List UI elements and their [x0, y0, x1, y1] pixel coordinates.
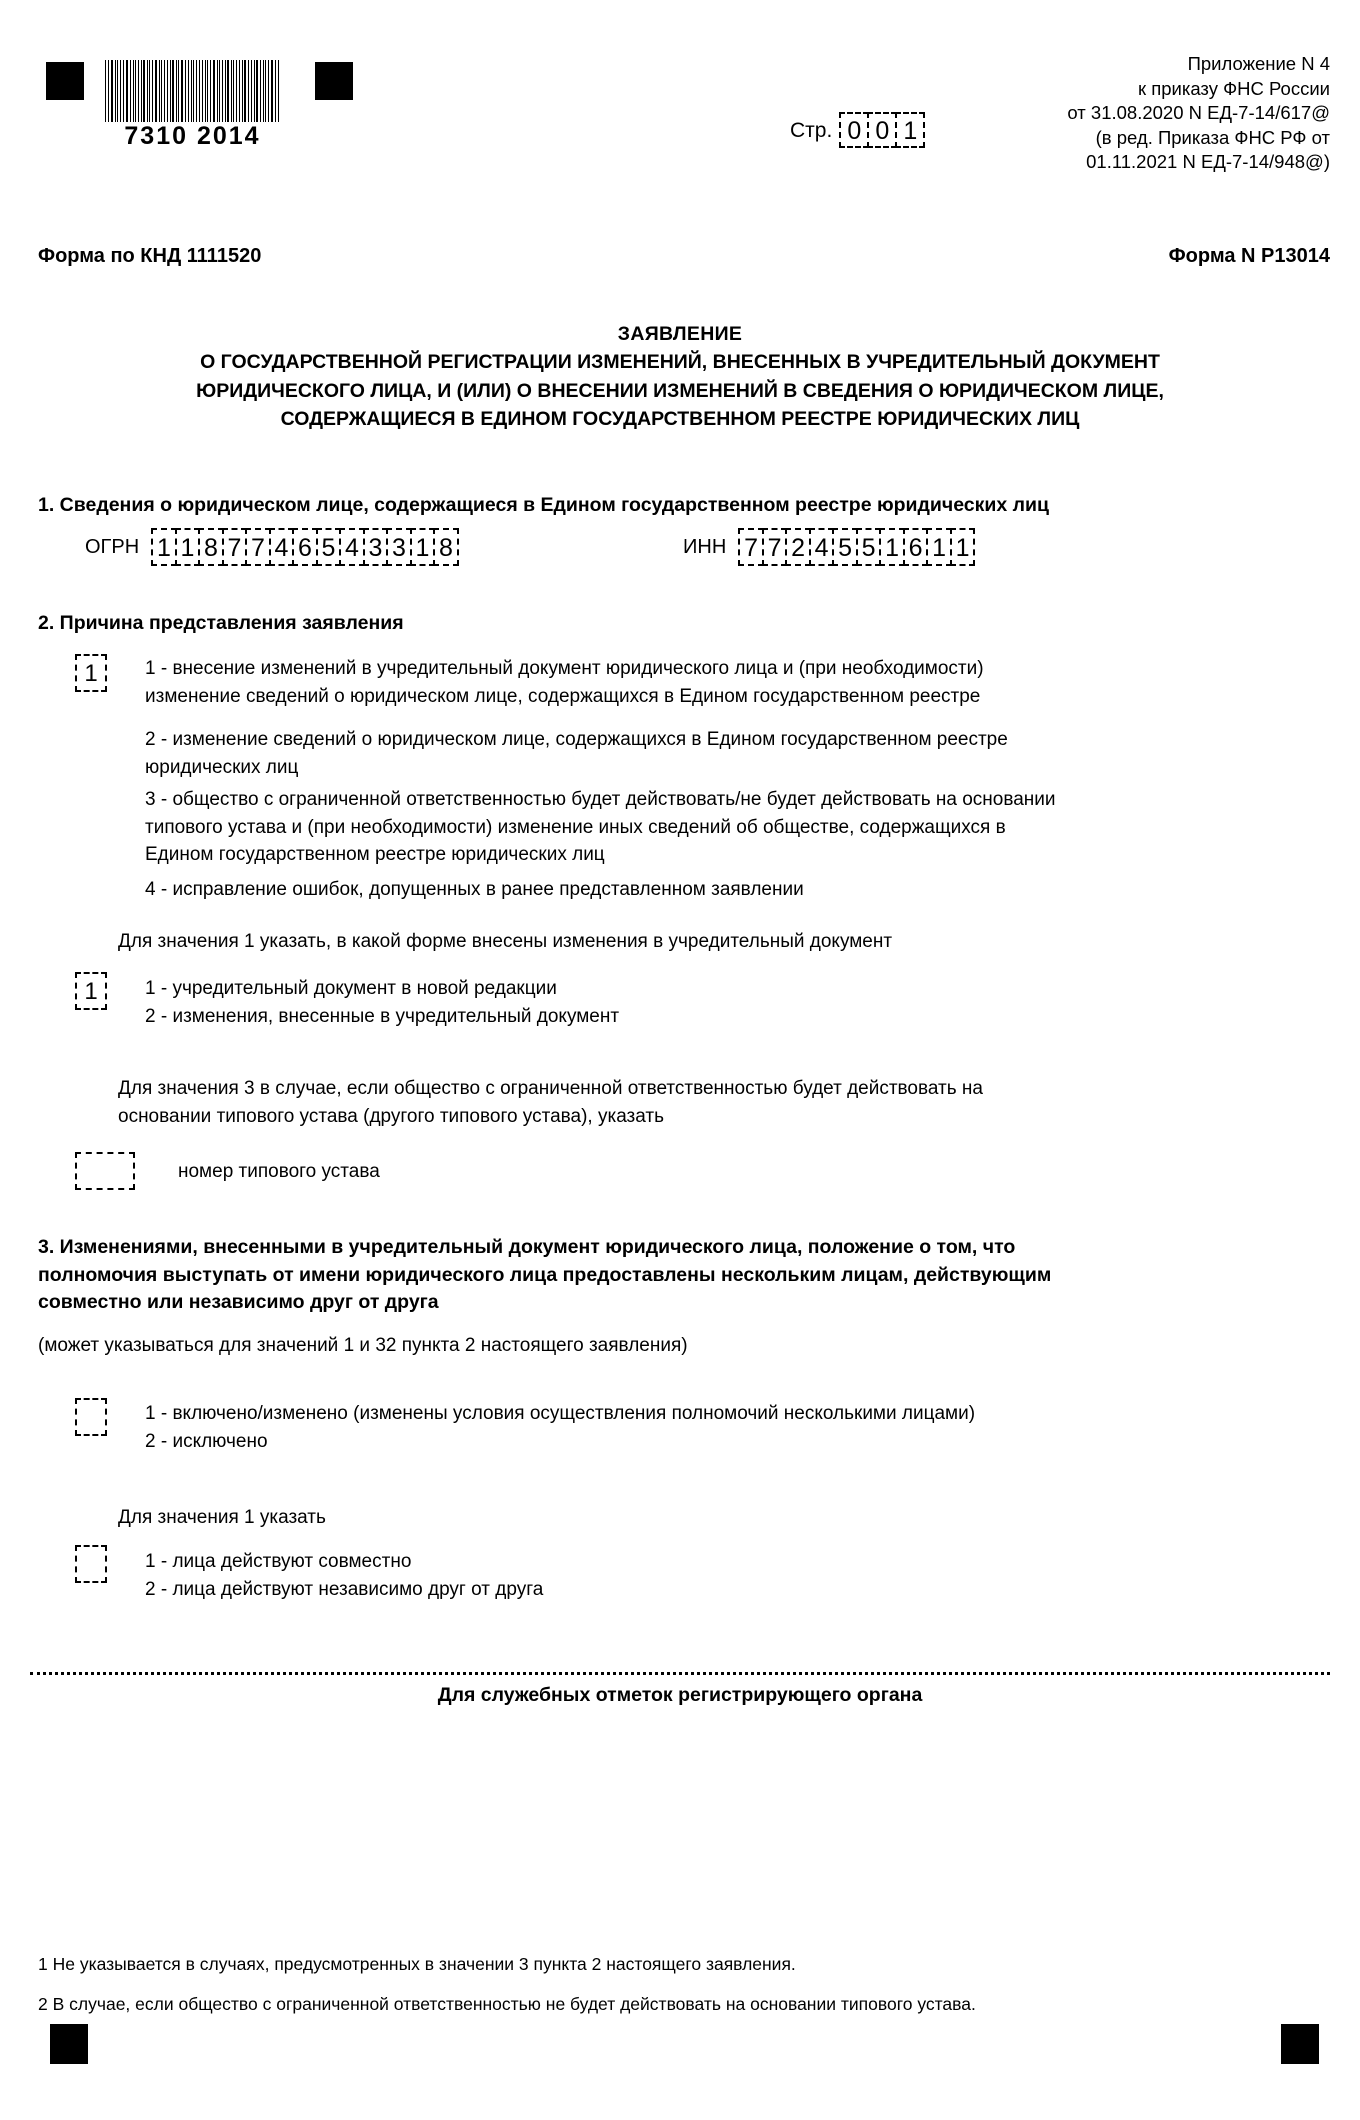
section-2-form-hint: Для значения 1 указать, в какой форме внесены изменения в учредительный документ [118, 931, 893, 952]
appendix-reference [1067, 52, 1330, 175]
page-number-cell[interactable]: 1 [895, 112, 925, 148]
ogrn-cell[interactable]: 8 [433, 528, 459, 566]
form-code: Форма N Р13014 [1168, 245, 1330, 267]
section-2-option-1-line-1: 1 - внесение изменений в учредительный документ юридического лица и (при необходимости) [145, 658, 984, 679]
section-3-option-1: 1 - включено/изменено (изменены условия осуществления полномочий несколькими лицами) [145, 1403, 976, 1424]
corner-mark-top-right [315, 62, 353, 100]
section-2-charter-hint-line-2: основании типового устава (другого типового устава), указать [118, 1105, 665, 1127]
ogrn-field [85, 528, 459, 566]
section-3-options [145, 1400, 975, 1455]
section-2-option-2 [145, 726, 1008, 781]
footnote-1: 1 Не указывается в случаях, предусмотренных в значении 3 пункта 2 настоящего заявления. [38, 1954, 796, 1974]
barcode [105, 60, 280, 170]
section-3-joint-option-1: 1 - лица действуют совместно [145, 1551, 412, 1572]
ogrn-cell[interactable]: 1 [151, 528, 177, 566]
section-2-option-3-line-1: 3 - общество с ограниченной ответственностью будет действовать/не будет действовать на основании [145, 789, 1056, 810]
ogrn-cell[interactable]: 1 [410, 528, 436, 566]
section-2-form-option-1: 1 - учредительный документ в новой редакции [145, 978, 557, 999]
ogrn-cell[interactable]: 6 [292, 528, 318, 566]
inn-cell[interactable]: 1 [926, 528, 952, 566]
inn-label: ИНН [683, 536, 727, 558]
section-2-option-1 [145, 655, 984, 710]
ogrn-cell[interactable]: 7 [245, 528, 271, 566]
ogrn-cell[interactable]: 8 [198, 528, 224, 566]
section-3-note: (может указываться для значений 1 и 32 пункта 2 настоящего заявления) [38, 1335, 688, 1356]
appendix-line-1: Приложение N 4 [1187, 53, 1330, 74]
section-1-heading: 1. Сведения о юридическом лице, содержащиеся в Едином государственном реестре юридических лиц [38, 494, 1050, 516]
section-3-joint-option-2: 2 - лица действуют независимо друг от друга [145, 1578, 544, 1600]
section-2-option-3 [145, 786, 1056, 869]
ogrn-cell[interactable]: 3 [363, 528, 389, 566]
section-3-joint-options [145, 1548, 543, 1603]
inn-cell[interactable]: 6 [903, 528, 929, 566]
page-number-cells[interactable] [839, 112, 925, 148]
section-2-form-options [145, 975, 619, 1030]
ogrn-cell[interactable]: 5 [316, 528, 342, 566]
section-2-option-1-line-2: изменение сведений о юридическом лице, содержащихся в Едином государственном реестре [145, 685, 981, 707]
ogrn-cell[interactable]: 4 [339, 528, 365, 566]
footnote-2: 2 В случае, если общество с ограниченной ответственностью не будет действовать на основании типового устава. [38, 1994, 976, 2014]
section-2-option-4: 4 - исправление ошибок, допущенных в ранее представленном заявлении [145, 879, 804, 900]
authority-change-box[interactable] [75, 1398, 107, 1436]
page-number-label: Стр. [790, 118, 833, 142]
section-2-heading: 2. Причина представления заявления [38, 612, 404, 634]
charter-number-label: номер типового устава [178, 1161, 380, 1182]
charter-number-box[interactable] [75, 1152, 135, 1190]
inn-field [683, 528, 975, 566]
ogrn-cell[interactable]: 3 [386, 528, 412, 566]
form-value-box[interactable]: 1 [75, 972, 107, 1010]
corner-mark-bottom-left [50, 2024, 88, 2064]
title-line-3: ЮРИДИЧЕСКОГО ЛИЦА, И (ИЛИ) О ВНЕСЕНИИ ИЗМЕНЕНИЙ В СВЕДЕНИЯ О ЮРИДИЧЕСКОМ ЛИЦЕ, [196, 379, 1164, 402]
title-line-4: СОДЕРЖАЩИЕСЯ В ЕДИНОМ ГОСУДАРСТВЕННОМ РЕЕСТРЕ ЮРИДИЧЕСКИХ ЛИЦ [280, 407, 1080, 430]
section-2-form-option-2: 2 - изменения, внесенные в учредительный документ [145, 1005, 620, 1027]
appendix-line-4: (в ред. Приказа ФНС РФ от [1095, 126, 1330, 148]
ogrn-cell[interactable]: 7 [222, 528, 248, 566]
reason-value-box[interactable]: 1 [75, 654, 107, 692]
section-3-joint-hint: Для значения 1 указать [118, 1507, 326, 1528]
inn-cell[interactable]: 7 [762, 528, 788, 566]
inn-cell[interactable]: 7 [738, 528, 764, 566]
service-block-divider [30, 1672, 1330, 1675]
inn-cell[interactable]: 2 [785, 528, 811, 566]
section-2-option-2-line-1: 2 - изменение сведений о юридическом лице, содержащихся в Едином государственном реестре [145, 729, 1008, 750]
page-number-cell[interactable]: 0 [839, 112, 869, 148]
inn-cell[interactable]: 5 [856, 528, 882, 566]
appendix-line-3: от 31.08.2020 N ЕД-7-14/617@ [1067, 102, 1330, 124]
section-3-heading [38, 1234, 1051, 1317]
section-2-charter-hint-line-1: Для значения 3 в случае, если общество с ограниченной ответственностью будет действовать на [118, 1078, 983, 1099]
inn-cell[interactable]: 4 [809, 528, 835, 566]
title-line-1: ЗАЯВЛЕНИЕ [617, 323, 743, 345]
page-number-cell[interactable]: 0 [867, 112, 897, 148]
corner-mark-top-left [46, 62, 84, 100]
page-title [0, 320, 1360, 433]
section-2-charter-hint [118, 1075, 983, 1130]
title-line-2: О ГОСУДАРСТВЕННОЙ РЕГИСТРАЦИИ ИЗМЕНЕНИЙ, ВНЕСЕННЫХ В УЧРЕДИТЕЛЬНЫЙ ДОКУМЕНТ [200, 351, 1160, 374]
section-3-heading-line-2: полномочия выступать от имени юридического лица предоставлены нескольким лицам, действующим [38, 1263, 1052, 1286]
ogrn-cells[interactable] [151, 528, 459, 566]
inn-cell[interactable]: 5 [832, 528, 858, 566]
corner-mark-bottom-right [1281, 2024, 1319, 2064]
joint-action-box[interactable] [75, 1545, 107, 1583]
knd-code: Форма по КНД 1111520 [38, 245, 262, 267]
inn-cell[interactable]: 1 [879, 528, 905, 566]
section-2-option-3-line-2: типового устава и (при необходимости) изменение иных сведений об обществе, содержащихся в [145, 816, 1006, 838]
page-number-field [790, 112, 925, 148]
ogrn-cell[interactable]: 4 [269, 528, 295, 566]
inn-cells[interactable] [738, 528, 975, 566]
appendix-line-2: к приказу ФНС России [1137, 77, 1330, 99]
barcode-digits: 7310 2014 [105, 122, 280, 150]
service-block-title: Для служебных отметок регистрирующего органа [437, 1684, 923, 1706]
appendix-line-5: 01.11.2021 N ЕД-7-14/948@) [1086, 151, 1330, 173]
section-3-heading-line-1: 3. Изменениями, внесенными в учредительный документ юридического лица, положение о том, что [38, 1236, 1016, 1258]
section-3-heading-line-3: совместно или независимо друг от друга [38, 1291, 439, 1314]
ogrn-cell[interactable]: 1 [175, 528, 201, 566]
inn-cell[interactable]: 1 [950, 528, 976, 566]
section-2-option-3-line-3: Едином государственном реестре юридических лиц [145, 844, 605, 866]
section-3-option-2: 2 - исключено [145, 1430, 268, 1452]
ogrn-label: ОГРН [85, 536, 140, 558]
section-2-option-2-line-2: юридических лиц [145, 756, 299, 778]
